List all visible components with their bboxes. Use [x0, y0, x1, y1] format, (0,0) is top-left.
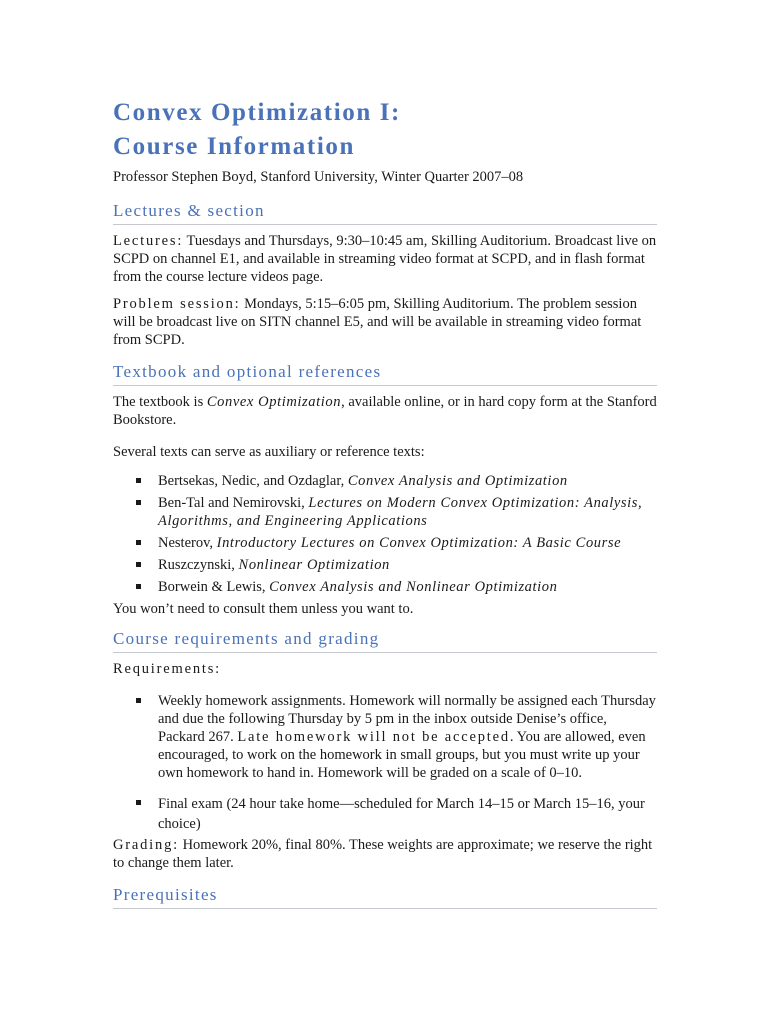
problem-session-paragraph	[113, 295, 657, 349]
section-heading-prerequisites: Prerequisites	[113, 884, 657, 909]
grading-text: Homework 20%, final 80%. These weights are approximate; we reserve the right to change them later.	[113, 837, 653, 871]
reference-author: Nesterov,	[158, 535, 217, 551]
lectures-paragraph	[113, 232, 657, 286]
bullet-icon	[136, 698, 141, 703]
textbook-pre: The textbook is	[113, 394, 207, 410]
reference-author: Borwein & Lewis,	[158, 579, 270, 595]
lectures-label: Lectures:	[113, 233, 184, 249]
section-heading-textbook: Textbook and optional references	[113, 361, 657, 386]
homework-late-policy: Late homework will not be accepted	[237, 729, 510, 745]
textbook-paragraph	[113, 393, 657, 429]
homework-text-pre: Weekly homework assignments. Homework will normally be assigned each Thursday and due the following Thursday by 5 pm in the inbox outside Denise’s office, Packard 267.	[158, 693, 656, 745]
reference-author: Ruszczynski,	[158, 557, 239, 573]
document-title	[113, 96, 657, 164]
section-heading-lectures: Lectures & section	[113, 200, 657, 225]
bullet-icon	[136, 562, 141, 567]
aux-intro: Several texts can serve as auxiliary or reference texts:	[113, 444, 425, 460]
bullet-icon	[136, 540, 141, 545]
problem-session-label: Problem session:	[113, 296, 241, 312]
textbook-title: Convex Optimization	[206, 394, 342, 410]
bullet-icon	[136, 478, 141, 483]
reference-author: Bertsekas, Nedic, and Ozdaglar,	[158, 473, 348, 489]
bullet-icon	[136, 800, 141, 805]
grading-paragraph	[113, 836, 657, 872]
list-item-reference	[113, 578, 657, 596]
reference-author: Ben-Tal and Nemirovski,	[158, 495, 309, 511]
reference-title: Nonlinear Optimization	[238, 557, 390, 573]
lectures-text: Tuesdays and Thursdays, 9:30–10:45 am, Skilling Auditorium. Broadcast live on SCPD on channel E1, and available in streaming video format at SCPD, and in flash format from the course lecture videos page.	[113, 233, 657, 285]
textbook-post: , available online, or in hard copy form at the Stanford Bookstore.	[113, 394, 657, 428]
list-item-reference	[113, 534, 657, 552]
reference-title: Convex Analysis and Optimization	[347, 473, 568, 489]
list-item-reference	[113, 472, 657, 490]
list-item-final-exam	[113, 794, 657, 834]
document-content	[113, 96, 657, 909]
title-line-2: Course Information	[113, 133, 355, 160]
requirements-label: Requirements:	[113, 661, 221, 677]
document-subtitle: Professor Stephen Boyd, Stanford University, Winter Quarter 2007–08	[113, 169, 524, 185]
reference-title: Introductory Lectures on Convex Optimization: A Basic Course	[216, 535, 622, 551]
reference-title: Convex Analysis and Nonlinear Optimization	[269, 579, 558, 595]
homework-text-post: . You are allowed, even encouraged, to work on the homework in small groups, but you must write up your own homework to hand in. Homework will be graded on a scale of 0–10.	[158, 729, 646, 781]
final-exam-text: Final exam (24 hour take home—scheduled for March 14–15 or March 15–16, your choice)	[158, 796, 645, 832]
list-item-reference	[113, 494, 657, 530]
requirements-list	[113, 692, 657, 834]
grading-label: Grading:	[113, 837, 179, 853]
list-item-reference	[113, 556, 657, 574]
title-line-1: Convex Optimization I:	[113, 99, 401, 126]
problem-session-text: Mondays, 5:15–6:05 pm, Skilling Auditorium. The problem session will be broadcast live on SITN channel E5, and will be available in streaming video format from SCPD.	[113, 296, 642, 348]
references-closing: You won’t need to consult them unless you want to.	[113, 601, 414, 617]
reference-list	[113, 472, 657, 596]
reference-title: Lectures on Modern Convex Optimization: Analysis, Algorithms, and Engineering Applications	[158, 495, 643, 529]
section-heading-requirements: Course requirements and grading	[113, 628, 657, 653]
list-item-homework	[113, 692, 657, 782]
bullet-icon	[136, 584, 141, 589]
bullet-icon	[136, 500, 141, 505]
